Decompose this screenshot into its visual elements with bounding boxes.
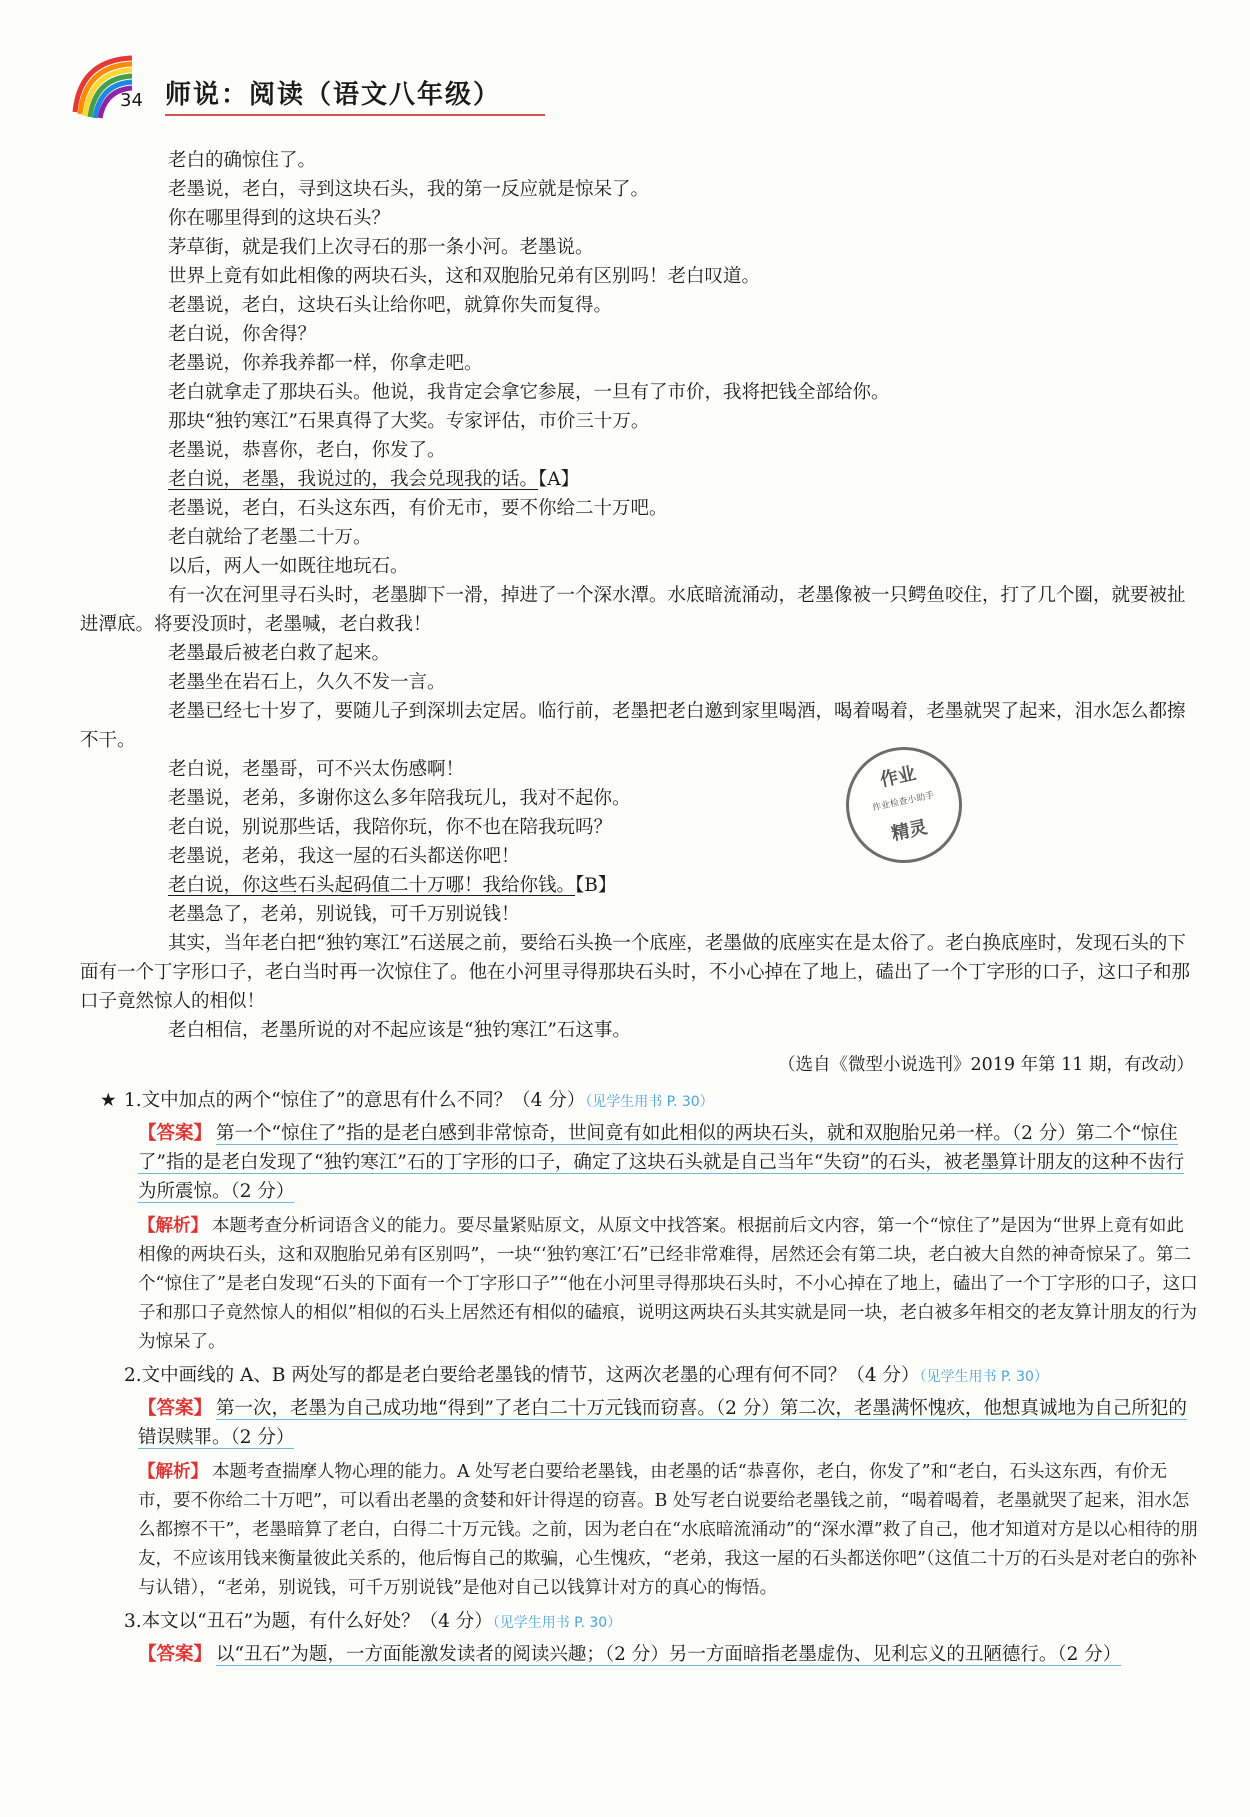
questions-section <box>100 1086 1200 1673</box>
answer-text: 第一次，老墨为自己成功地“得到”了老白二十万元钱而窃喜。（2 分）第二次，老墨满怀愧疚，他想真诚地为自己所犯的错误赎罪。（2 分） <box>138 1398 1187 1448</box>
answer-block-2 <box>138 1394 1200 1603</box>
story-paragraph: 老墨说，恭喜你，老白，你发了。 <box>168 440 446 461</box>
story-paragraph: 老墨说，你养我养都一样，你拿走吧。 <box>168 353 483 374</box>
page-header <box>70 50 570 130</box>
story-paragraph: 老白相信，老墨所说的对不起应该是“独钓寒江”石这事。 <box>168 1020 631 1041</box>
analysis-tag: 【解析】 <box>138 1216 208 1236</box>
star-icon: ★ <box>100 1090 117 1111</box>
story-paragraph: 其实，当年老白把“独钓寒江”石送展之前，要给石头换一个底座，老墨做的底座实在是太俗了。老白换底座时，发现石头的下面有一个丁字形口子，老白当时再一次惊住了。他在小河里寻得那块石头时，不小心掉在了地上，磕出了一个丁字形的口子，这口子和那口子竟然惊人的相似！ <box>80 933 1191 1012</box>
answer-text: 第一个“惊住了”指的是老白感到非常惊奇，世间竟有如此相似的两块石头，就和双胞胎兄弟一样。（2 分）第二个“惊住了”指的是老白发现了“独钓寒江”石的丁字形的口子，确定了这块石头就是自己当年“失窃”的石头，被老墨算计朋友的这种不齿行为所震惊。（2 分） <box>138 1123 1185 1202</box>
story-paragraph: 老白的确惊住了。 <box>168 150 317 171</box>
question-text: 本文以“丑石”为题，有什么好处？（4 分） <box>141 1611 493 1632</box>
story-text <box>80 146 1194 1080</box>
book-reference: （见学生用书 P. 30） <box>492 1615 622 1631</box>
answer-tag: 【答案】 <box>138 1398 213 1419</box>
answer-tag: 【答案】 <box>138 1123 213 1144</box>
question-number: 2. <box>124 1365 142 1386</box>
marked-line-b <box>124 871 1194 900</box>
story-paragraph: 老白说，老墨哥，可不兴太伤感啊！ <box>168 759 465 780</box>
analysis-text: 本题考查揣摩人物心理的能力。A 处写老白要给老墨钱，由老墨的话“恭喜你，老白，你发了”和“老白，石头这东西，有价无市，要不你给二十万吧”，可以看出老墨的贪婪和奸计得逞的窃喜。B 处写老白说要给老墨钱之前，“喝着喝着，老墨就哭了起来，泪水怎么都擦不干”，老墨暗算了老白，白得二十万元钱。之前，因为老白在“水底暗流涌动”的“深水潭”救了自己，他才知道对方是以心相待的朋友，不应该用钱来衡量彼此关系的，他后悔自己的欺骗，心生愧疚，“老弟，我这一屋的石头都送你吧”（这值二十万的石头是对老白的弥补与认错），“老弟，别说钱，可千万别说钱”是他对自己以钱算计对方的真心的悔悟。 <box>138 1462 1198 1598</box>
answer-text: 以“丑石”为题，一方面能激发读者的阅读兴趣；（2 分）另一方面暗指老墨虚伪、见利忘义的丑陋德行。（2 分） <box>216 1644 1122 1665</box>
question-number: 1. <box>124 1090 142 1111</box>
question-1 <box>100 1086 1200 1117</box>
answer-block-1 <box>138 1119 1200 1357</box>
marker-b: 【B】 <box>575 875 617 896</box>
question-3 <box>124 1607 1200 1638</box>
question-text: 文中画线的 A、B 两处写的都是老白要给老墨钱的情节，这两次老墨的心理有何不同？（4 分） <box>141 1365 920 1386</box>
question-text: 文中加点的两个“惊住了”的意思有什么不同？（4 分） <box>141 1090 586 1111</box>
analysis-tag: 【解析】 <box>138 1462 208 1482</box>
story-paragraph: 老白就拿走了那块石头。他说，我肯定会拿它参展，一旦有了市价，我将把钱全部给你。 <box>168 382 890 403</box>
marked-line-a <box>124 465 1194 494</box>
story-paragraph: 有一次在河里寻石头时，老墨脚下一滑，掉进了一个深水潭。水底暗流涌动，老墨像被一只鳄鱼咬住，打了几个圈，就要被扯进潭底。将要没顶时，老墨喊，老白救我！ <box>80 585 1186 635</box>
story-paragraph: 老墨急了，老弟，别说钱，可千万别说钱！ <box>168 904 520 925</box>
header-divider <box>165 114 545 116</box>
story-paragraph: 老墨说，老白，石头这东西，有价无市，要不你给二十万吧。 <box>168 498 668 519</box>
book-reference: （见学生用书 P. 30） <box>585 1094 714 1110</box>
story-paragraph: 以后，两人一如既往地玩石。 <box>168 556 409 577</box>
analysis-text: 本题考查分析词语含义的能力。要尽量紧贴原文，从原文中找答案。根据前后文内容，第一个“惊住了”是因为“世界上竟有如此相像的两块石头，这和双胞胎兄弟有区别吗”，一块“‘独钓寒江’石”已经非常难得，居然还会有第二块，老白被大自然的神奇惊呆了。第二个“惊住了”是老白发现“石头的下面有一个丁字形口子”“他在小河里寻得那块石头时，不小心掉在了地上，磕出了一个丁字形的口子，这口子和那口子竟然惊人的相似”相似的石头上居然还有相似的磕痕，说明这两块石头其实就是同一块，老白被多年相交的老友算计朋友的行为为惊呆了。 <box>138 1216 1198 1352</box>
page-number: 34 <box>120 90 143 111</box>
answer-block-3 <box>138 1640 1200 1669</box>
story-paragraph: 老墨坐在岩石上，久久不发一言。 <box>168 672 446 693</box>
story-paragraph: 老白就给了老墨二十万。 <box>168 527 372 548</box>
source-citation: （选自《微型小说选刊》2019 年第 11 期，有改动） <box>778 1055 1194 1075</box>
stamp-top-text: 作业 <box>878 763 918 792</box>
story-paragraph: 老墨说，老白，寻到这块石头，我的第一反应就是惊呆了。 <box>168 179 650 200</box>
story-paragraph: 老墨最后被老白救了起来。 <box>168 643 391 664</box>
marker-a: 【A】 <box>538 469 580 490</box>
story-paragraph: 茅草街，就是我们上次寻石的那一条小河。老墨说。 <box>168 237 594 258</box>
story-paragraph: 老墨说，老弟，多谢你这么多年陪我玩儿，我对不起你。 <box>168 788 631 809</box>
answer-tag: 【答案】 <box>138 1644 213 1665</box>
story-paragraph: 世界上竟有如此相像的两块石头，这和双胞胎兄弟有区别吗！老白叹道。 <box>168 266 761 287</box>
story-paragraph: 老白说，别说那些话，我陪你玩，你不也在陪我玩吗？ <box>168 817 613 838</box>
question-number: 3. <box>124 1611 142 1632</box>
underlined-text-a: 老白说，老墨，我说过的，我会兑现我的话。 <box>168 469 539 490</box>
story-paragraph: 老白说，你舍得？ <box>168 324 317 345</box>
stamp-middle-text: 作业检查小助手 <box>871 790 936 814</box>
story-paragraph: 那块“独钓寒江”石果真得了大奖。专家评估，市价三十万。 <box>168 411 650 432</box>
underlined-text-b: 老白说，你这些石头起码值二十万哪！我给你钱。 <box>168 875 576 896</box>
story-paragraph: 你在哪里得到的这块石头？ <box>168 208 391 229</box>
story-paragraph: 老墨说，老弟，我这一屋的石头都送你吧！ <box>168 846 520 867</box>
story-paragraph: 老墨已经七十岁了，要随儿子到深圳去定居。临行前，老墨把老白邀到家里喝酒，喝着喝着，老墨就哭了起来，泪水怎么都擦不干。 <box>80 701 1186 751</box>
story-paragraph: 老墨说，老白，这块石头让给你吧，就算你失而复得。 <box>168 295 613 316</box>
book-reference: （见学生用书 P. 30） <box>919 1369 1048 1385</box>
stamp-bottom-text: 精灵 <box>889 816 930 845</box>
question-2 <box>124 1361 1200 1392</box>
book-title: 师说：阅读（语文八年级） <box>165 80 502 110</box>
